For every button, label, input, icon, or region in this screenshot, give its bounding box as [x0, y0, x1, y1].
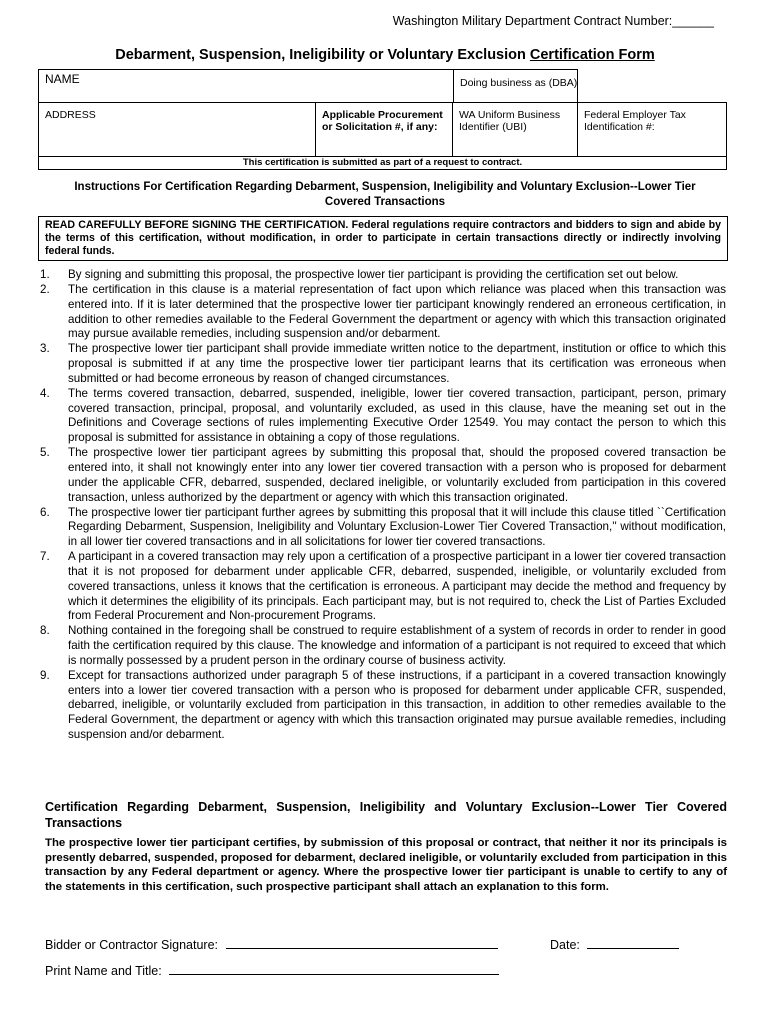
- address-label: ADDRESS: [45, 109, 96, 121]
- clause-text: Nothing contained in the foregoing shall be construed to require establishment of a system of records in order to render in good faith the certification required by this clause. The knowledge and information of a participant is not required to exceed that which is normally possessed by a prudent person in the ordinary course of business activity.: [68, 624, 726, 667]
- clause-item: [40, 342, 726, 387]
- clause-text: The prospective lower tier participant shall provide immediate written notice to the department, institution or office to which this proposal is submitted if at any time the prospective lower tier participant learns that its certification was erroneous when submitted or had become erroneous by reason of changed circumstances.: [68, 342, 726, 385]
- tax-id-label: Federal Employer Tax Identification #:: [584, 109, 686, 133]
- procurement-number-field[interactable]: [316, 103, 453, 157]
- contract-number-field[interactable]: Washington Military Department Contract Number:______: [392, 14, 714, 28]
- instructions-title: Instructions For Certification Regarding Debarment, Suspension, Ineligibility and Voluntary Exclusion--Lower Tier Covered Transactions: [74, 181, 696, 208]
- date-label: Date:: [550, 938, 580, 952]
- clause-text: The terms covered transaction, debarred, suspended, ineligible, lower tier covered transaction, participant, person, primary covered transaction, principal, proposal, and voluntarily excluded, as used in this clause, have the meaning set out in the Definitions and Coverage sections of rules implementing Executive Order 12549. You may contact the person to which this proposal is submitted for assistance in obtaining a copy of those regulations.: [68, 386, 726, 445]
- dba-field-overlay[interactable]: [453, 70, 725, 102]
- instruction-clauses-list: [40, 268, 726, 743]
- clause-text: The certification in this clause is a material representation of fact upon which reliance was placed when this transaction was entered into. If it is later determined that the prospective lower tier participant knowingly rendered an erroneous certification, in addition to other remedies available to the Federal Government the department or agency with which this transaction originated may pursue available remedies, including suspension and/or debarment.: [68, 282, 726, 341]
- signature-row: [45, 936, 498, 952]
- clause-text: A participant in a covered transaction may rely upon a certification of a prospective participant in a lower tier covered transaction that it is not proposed for debarment under applicable CFR, debarred, suspended, ineligible, or voluntarily excluded from covered transactions, unless it knows that the certification is erroneous. A participant may decide the method and frequency by which it determines the eligibility of its principals. Each participant may, but is not required to, check the List of Parties Excluded from Federal Procurement and Non-procurement Programs.: [68, 550, 726, 623]
- tax-id-field[interactable]: [578, 103, 727, 157]
- read-carefully-notice: READ CAREFULLY BEFORE SIGNING THE CERTIFICATION. Federal regulations require contractors and bidders to sign and abide by the terms of this certification, without modification, in order to participate in certain transactions directly or indirectly involving federal funds.: [38, 216, 728, 261]
- certification-statement: The prospective lower tier participant certifies, by submission of this proposal or contract, that neither it nor its principals is presently debarred, suspended, proposed for debarment, declared ineligible, or voluntarily excluded from participation in this transaction by any Federal department or agency. Where the prospective lower tier participant is unable to certify to any of the statements in this certification, such prospective participant shall attach an explanation to this form.: [45, 837, 727, 894]
- clause-item: [40, 624, 726, 669]
- print-name-input-line[interactable]: [169, 962, 499, 975]
- date-input-line[interactable]: [587, 936, 679, 949]
- form-title: [0, 47, 770, 63]
- clause-number: 8.: [40, 624, 50, 638]
- clause-number: 9.: [40, 668, 50, 682]
- clause-text: The prospective lower tier participant agrees by submitting this proposal that, should the proposed covered transaction be entered into, it shall not knowingly enter into any lower tier covered transaction with a person who is proposed for debarment under the applicable CFR, debarred, suspended, declared ineligible, or voluntarily excluded from participation in this covered transaction, unless authorized by the department or agency with which this transaction originated.: [68, 446, 726, 504]
- date-row: [550, 936, 679, 952]
- certification-title: Certification Regarding Debarment, Suspension, Ineligibility and Voluntary Exclusion--Lower Tier Covered Transactions: [45, 800, 727, 830]
- form-title-main: Debarment, Suspension, Ineligibility or Voluntary Exclusion: [115, 47, 526, 63]
- clause-number: 1.: [40, 268, 50, 281]
- clause-number: 2.: [40, 282, 50, 296]
- name-label: NAME: [45, 72, 80, 86]
- clause-item: [40, 669, 726, 743]
- clause-item: [40, 446, 726, 505]
- clause-number: 5.: [40, 446, 50, 460]
- print-name-label: Print Name and Title:: [45, 964, 162, 978]
- clause-text: Except for transactions authorized under paragraph 5 of these instructions, if a participant in a covered transaction knowingly enters into a lower tier covered transaction with a person who is proposed for debarment under applicable CFR, suspended, debarred, ineligible, or voluntarily excluded from participation in this transaction, in addition to other remedies available to the Federal Government, the department or agency with which this transaction originated may pursue available remedies, including suspension and/or debarment.: [68, 668, 726, 742]
- clause-number: 7.: [40, 550, 50, 564]
- clause-item: [40, 506, 726, 551]
- submission-note: [39, 157, 727, 170]
- clause-item: [40, 550, 726, 624]
- form-title-underlined: Certification Form: [529, 47, 655, 63]
- clause-number: 6.: [40, 505, 50, 519]
- clause-item: [40, 387, 726, 446]
- clause-number: 4.: [40, 386, 50, 400]
- signature-label: Bidder or Contractor Signature:: [45, 938, 219, 952]
- clause-item: [40, 283, 726, 342]
- dba-label: Doing business as (DBA): [460, 77, 578, 89]
- clause-text: The prospective lower tier participant further agrees by submitting this proposal that it will include this clause titled ``Certification Regarding Debarment, Suspension, Ineligibility and Voluntary Exclusion-Lower Tier Covered Transaction,'' without modification, in all lower tier covered transactions and in all solicitations for lower tier covered transactions.: [68, 505, 726, 549]
- address-field[interactable]: [39, 103, 316, 157]
- procurement-label: Applicable Procurement or Solicitation #, if any:: [322, 109, 443, 133]
- ubi-field[interactable]: [453, 103, 578, 157]
- clause-text: By signing and submitting this proposal, the prospective lower tier participant is providing the certification set out below.: [68, 268, 679, 281]
- clause-number: 3.: [40, 342, 50, 356]
- print-name-row: [45, 962, 499, 978]
- ubi-label: WA Uniform Business Identifier (UBI): [459, 109, 561, 133]
- submission-note-text: This certification is submitted as part of a request to contract.: [242, 157, 523, 168]
- signature-input-line[interactable]: [226, 936, 498, 949]
- clause-item: [40, 268, 726, 283]
